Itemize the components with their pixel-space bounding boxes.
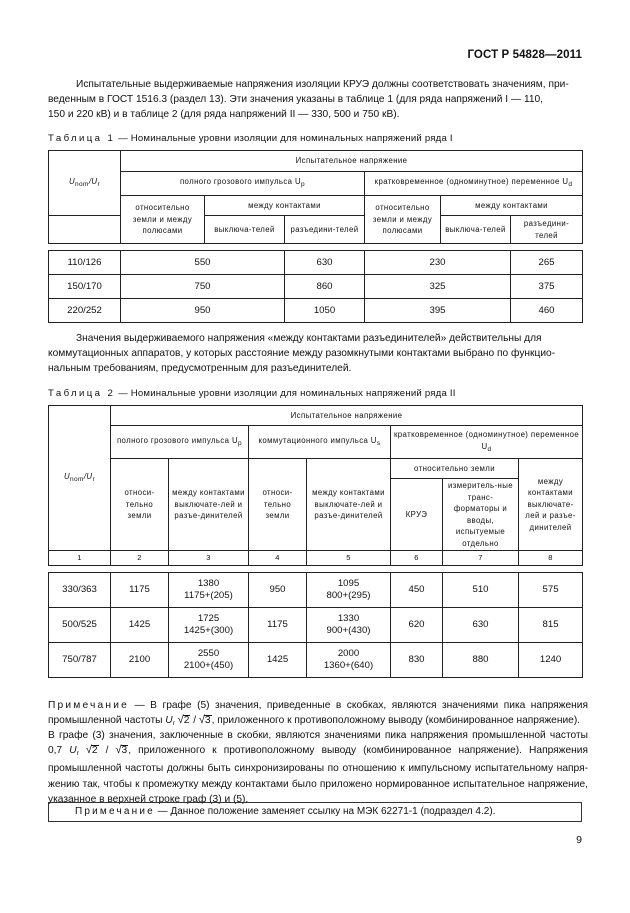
table-row: 220/252 950 1050 395 460 [49, 299, 583, 323]
note-1-label: Примечание [48, 700, 129, 711]
table-row: 330/363 1175 1380 1175+(205) 950 1095 800+(295) 450 510 575 [49, 573, 583, 608]
t2-number-row: 1 2 3 4 5 6 7 8 [49, 551, 583, 566]
table-row: 110/126 550 630 230 265 [49, 251, 583, 275]
t2-col-voltage: $U_{nom}/U_r$ [49, 406, 111, 551]
t1-between-head-2: между контактами [441, 196, 583, 216]
t2-c7: измеритель-ные транс-форматоры и вводы, испытуемые отдельно [443, 479, 519, 551]
table-row: 150/170 750 860 325 375 [49, 275, 583, 299]
t1-group-head: Испытательное напряжение [121, 151, 583, 172]
t2-c5: между контактами выключате-лей и разъе-динителей [307, 459, 391, 551]
table1-caption [48, 133, 453, 144]
table2-caption [48, 388, 456, 399]
intro-paragraph [48, 77, 588, 123]
middle-paragraph [48, 331, 588, 377]
page-number: 9 [576, 834, 582, 846]
table-row: 500/525 1425 1725 1425+(300) 1175 1330 900+(430) 620 630 815 [49, 608, 583, 643]
t1-ac-head: кратковременное (одноминутное) переменное $U_d$ [365, 172, 583, 196]
intro-line: Испытательные выдерживаемые напряжения изоляции КРУЭ должны соответствовать значениям, при- [76, 79, 569, 90]
note-1-text: — В графе (5) значения, приведенные в скобках, являются значениями пика напряжения [128, 700, 588, 711]
t2-c4: относи-тельно земли [249, 459, 307, 551]
middle-line: Значения выдерживаемого напряжения «между контактами разъединителей» действительны для [76, 333, 542, 344]
t2-c3: между контактами выключате-лей и разъе-динителей [169, 459, 249, 551]
table1-caption-text: — Номинальные уровни изоляции для номинальных напряжений ряда I [115, 133, 453, 144]
t1-disc-head-2: разъедини-телей [511, 216, 583, 244]
table2 [48, 405, 583, 678]
t2-group-head: Испытательное напряжение [111, 406, 583, 426]
t2-spacer [49, 566, 583, 573]
t1-earth-head-2: относительно земли и между полюсами [365, 196, 441, 244]
t2-ac-head: кратковременное (одноминутное) переменное $U_d$ [391, 426, 583, 459]
t2-c2: относи-тельно земли [111, 459, 169, 551]
replacement-note-box [48, 802, 582, 822]
t1-disc-head: разъедини-телей [285, 216, 365, 244]
middle-line: коммутационных аппаратов, у которых расстояние между разомкнутыми контактами выбрано по функцио- [48, 348, 556, 360]
replacement-note-text: — Данное положение заменяет ссылку на МЭК 62271-1 (подраздел 4.2). [154, 806, 496, 817]
note-2: В графе (3) значения, заключенные в скобки, являются значениями пика напряжения промышленной частоты 0,7 $U_r$ √2 / √3, приложенного к противоположному выводу (комбинированное напряжение). Напряжения промышленной частоты должны быть синхронизированы по отношению к импульсному испытательному напря- жению так, чтобы к промежутку между контактами было приложено нормированное испытательное напряжение, указанное в верхней строке граф (3) и (5). [48, 730, 588, 805]
t2-c6: КРУЭ [391, 479, 443, 551]
t2-c8: между контактами выключате-лей и разъе-динителей [519, 459, 583, 551]
table1 [48, 150, 583, 323]
t2-lightning-head: полного грозового импульса $U_p$ [111, 426, 249, 459]
t1-col-voltage: $U_{nom}/U_r$ [49, 151, 121, 216]
table1-caption-prefix: Таблица 1 [48, 133, 116, 144]
middle-line: нальным требованиям, предусмотренным для разъединителей. [48, 363, 352, 375]
table-row: 750/787 2100 2550 2100+(450) 1425 2000 1360+(640) 830 880 1240 [49, 643, 583, 678]
standard-number: ГОСТ Р 54828—2011 [467, 49, 582, 61]
t1-impulse-head: полного грозового импульса $U_p$ [121, 172, 365, 196]
t1-blank-voltage [49, 216, 121, 244]
replacement-note-label: Примечание [75, 806, 155, 817]
table2-caption-text: — Номинальные уровни изоляции для номинальных напряжений ряда II [115, 388, 456, 399]
intro-line: веденным в ГОСТ 1516.3 (раздел 13). Эти значения указаны в таблице 1 (для ряда напряжений I — 110, [48, 94, 544, 106]
t1-between-head: между контактами [205, 196, 365, 216]
t2-earth-rel: относительно земли [391, 459, 519, 479]
t1-switch-head: выключа-телей [205, 216, 285, 244]
t1-earth-head: относительно земли и между полюсами [121, 196, 205, 244]
intro-line: 150 и 220 кВ) и в таблице 2 (для ряда напряжений II — 330, 500 и 750 кВ). [48, 109, 400, 121]
t1-switch-head-2: выключа-телей [441, 216, 511, 244]
t2-switching-head: коммутационного импульса $U_s$ [249, 426, 391, 459]
note-1: Примечание — В графе (5) значения, приведенные в скобках, являются значениями пика напряжения промышленной частоты $U_r$ √2 / √3, приложенного к противоположному выводу (комбинированное напряжение). [48, 700, 588, 728]
t1-spacer [49, 244, 583, 251]
table2-caption-prefix: Таблица 2 [48, 388, 116, 399]
